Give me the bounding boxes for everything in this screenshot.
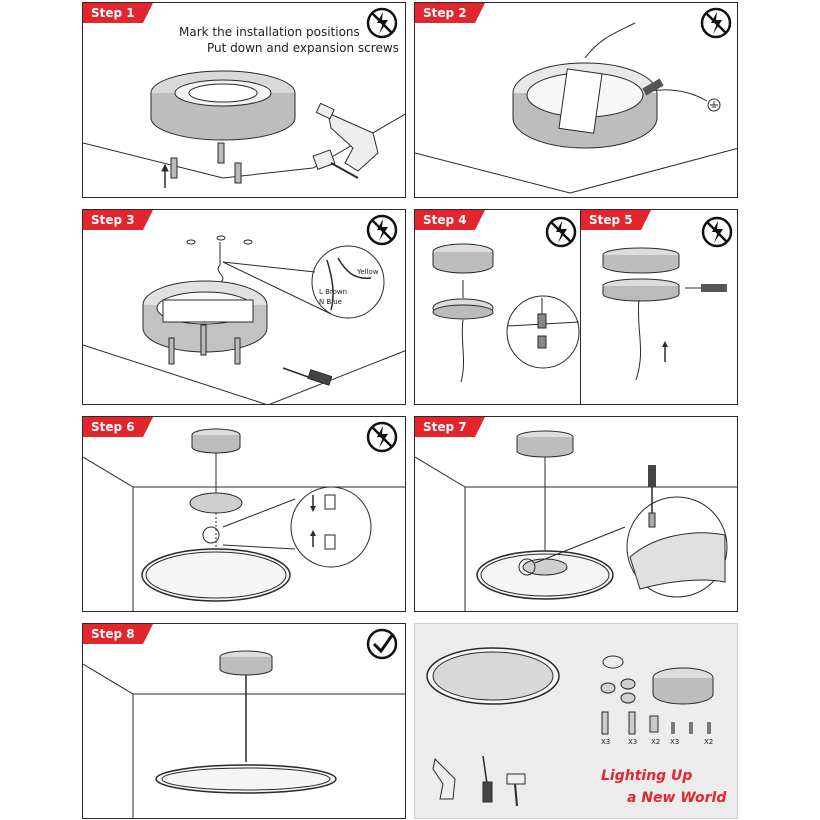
slogan-line-2: a New World — [627, 790, 727, 806]
step-5-panel — [580, 209, 738, 405]
mounting-base — [603, 248, 679, 273]
no-power-icon — [368, 216, 396, 244]
mounting-base — [433, 244, 493, 273]
step-8-panel — [82, 623, 406, 819]
canopy — [433, 299, 493, 319]
step-label: Step 1 — [83, 3, 143, 23]
light-panel — [156, 765, 336, 793]
screwdriver-icon — [283, 368, 332, 385]
step-4-panel — [414, 209, 581, 405]
driver-base — [513, 63, 657, 148]
washers — [601, 679, 635, 703]
mounting-base — [517, 431, 573, 457]
step-3-illustration — [83, 210, 406, 405]
step-label: Step 3 — [83, 210, 143, 230]
wire-blue-label: N Blue — [319, 298, 342, 306]
qty-label: X3 — [601, 738, 611, 746]
step-1-panel — [82, 2, 406, 198]
step-label: Step 6 — [83, 417, 143, 437]
mounting-base — [653, 668, 713, 704]
no-power-icon — [547, 218, 575, 246]
quantity-labels — [415, 738, 738, 750]
screws — [602, 712, 711, 734]
qty-label: X3 — [628, 738, 638, 746]
step-1-illustration — [83, 3, 406, 198]
step-4-illustration — [415, 210, 581, 405]
wire-brown-label: L Brown — [319, 288, 348, 296]
wire-yellow-label: Yellow — [357, 268, 379, 276]
step-5-illustration — [581, 210, 738, 405]
instruction-line-2: Put down and expansion screws — [207, 41, 399, 55]
step-2-illustration — [415, 3, 738, 198]
light-panel — [427, 648, 559, 704]
tool-icons — [433, 756, 525, 806]
ground-icon — [708, 99, 720, 111]
step-6-panel — [82, 416, 406, 612]
step-label: Step 5 — [581, 210, 641, 230]
qty-label: X2 — [704, 738, 714, 746]
mounting-base — [151, 71, 295, 140]
parts-panel — [414, 623, 738, 819]
step-label: Step 7 — [415, 417, 475, 437]
step-3-panel — [82, 209, 406, 405]
step-label: Step 2 — [415, 3, 475, 23]
canopy — [603, 279, 679, 301]
slogan-line-1: Lighting Up — [601, 768, 693, 784]
no-power-icon — [368, 9, 396, 37]
no-power-icon — [703, 218, 731, 246]
connector-detail — [507, 296, 579, 368]
connector-detail — [291, 487, 371, 567]
light-panel — [477, 551, 613, 599]
no-power-icon — [702, 9, 730, 37]
qty-label: X2 — [651, 738, 661, 746]
check-icon — [368, 630, 396, 658]
step-8-illustration — [83, 624, 406, 819]
instruction-line-1: Mark the installation positions — [179, 25, 360, 39]
step-2-panel — [414, 2, 738, 198]
mounting-base — [192, 429, 240, 453]
wire-coil — [603, 656, 623, 668]
expansion-screws — [162, 143, 241, 188]
step-7-illustration — [415, 417, 738, 612]
step-label: Step 8 — [83, 624, 143, 644]
screw-icon — [685, 284, 727, 292]
qty-label: X3 — [670, 738, 680, 746]
no-power-icon — [368, 423, 396, 451]
step-label: Step 4 — [415, 210, 475, 230]
step-7-panel — [414, 416, 738, 612]
step-6-illustration — [83, 417, 406, 612]
detail-view — [627, 465, 727, 597]
light-panel — [142, 549, 290, 601]
mounting-base — [220, 651, 272, 675]
